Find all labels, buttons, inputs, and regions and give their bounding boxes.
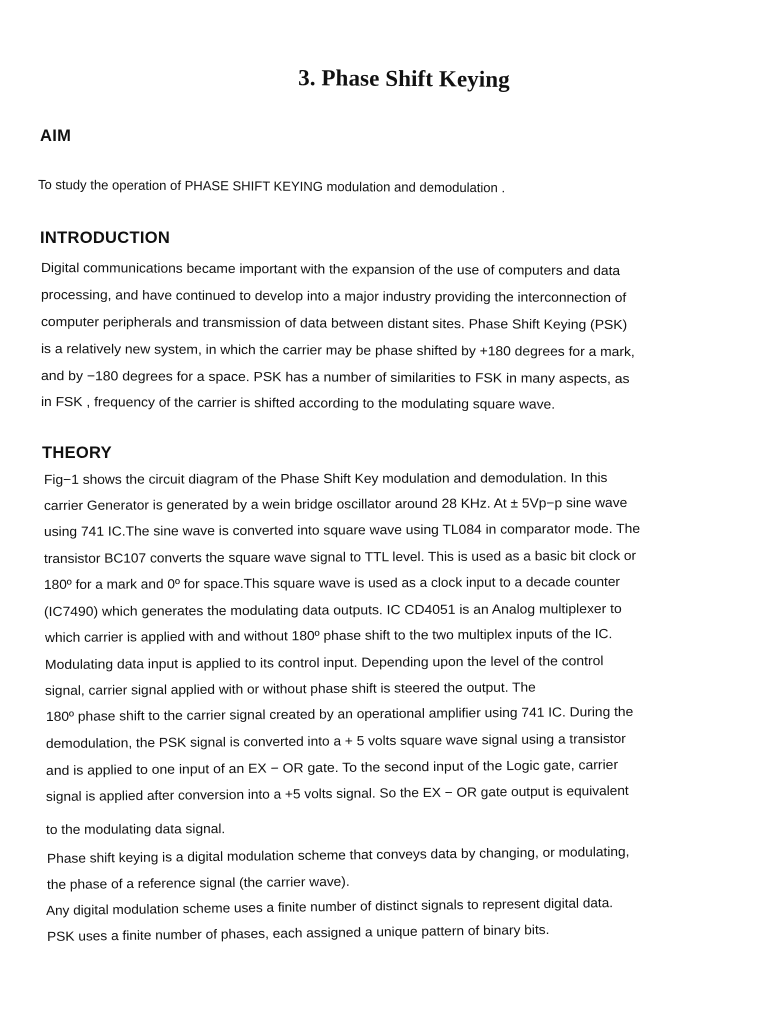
- theory-line: signal, carrier signal applied with or without phase shift is steered the output. The: [44, 679, 536, 698]
- theory-line: the phase of a reference signal (the carrier wave).: [46, 873, 350, 892]
- theory-line: (IC7490) which generates the modulating data outputs. IC CD4051 is an Analog multiplexer to: [43, 600, 622, 619]
- theory-line: signal is applied after conversion into a +5 volts signal. So the EX − OR gate output is equivalent: [45, 782, 629, 804]
- theory-line: transistor BC107 converts the square wave signal to TTL level. This is used as a basic bit clock or: [43, 547, 637, 566]
- theory-line: 180º phase shift to the carrier signal created by an operational amplifier using 741 IC. During the: [45, 703, 634, 724]
- theory-line: using 741 IC.The sine wave is converted into square wave using TL084 in comparator mode. The: [43, 520, 641, 539]
- theory-line: PSK uses a finite number of phases, each assigned a unique pattern of binary bits.: [46, 921, 550, 944]
- theory-line: and is applied to one input of an EX − OR gate. To the second input of the Logic gate, carrier: [45, 757, 619, 778]
- theory-line: Fig−1 shows the circuit diagram of the Phase Shift Key modulation and demodulation. In this: [43, 470, 608, 487]
- theory-line: 180º for a mark and 0º for space.This square wave is used as a clock input to a decade counter: [43, 573, 621, 592]
- theory-line: to the modulating data signal.: [45, 821, 226, 837]
- page-title: 3. Phase Shift Keying: [298, 65, 510, 92]
- introduction-line: is a relatively new system, in which the carrier may be phase shifted by +180 degrees for a mark,: [40, 341, 635, 360]
- theory-line: Phase shift keying is a digital modulation scheme that conveys data by changing, or modulating,: [46, 843, 630, 866]
- theory-line: Any digital modulation scheme uses a finite number of distinct signals to represent digital data.: [45, 895, 614, 918]
- aim-text: To study the operation of PHASE SHIFT KEYING modulation and demodulation .: [37, 177, 506, 196]
- introduction-line: processing, and have continued to develop into a major industry providing the interconnection of: [40, 287, 627, 306]
- theory-line: carrier Generator is generated by a wein bridge oscillator around 28 KHz. At ± 5Vp−p sine wave: [43, 494, 628, 513]
- theory-line: Modulating data input is applied to its control input. Depending upon the level of the control: [44, 653, 604, 672]
- introduction-line: computer peripherals and transmission of data between distant sites. Phase Shift Keying (PSK): [40, 314, 628, 333]
- theory-heading: THEORY: [42, 444, 112, 462]
- introduction-line: and by −180 degrees for a space. PSK has a number of similarities to FSK in many aspects, as: [40, 368, 630, 387]
- theory-line: which carrier is applied with and without 180º phase shift to the two multiplex inputs of the IC.: [44, 626, 613, 645]
- introduction-heading: INTRODUCTION: [40, 229, 171, 247]
- aim-heading: AIM: [40, 127, 72, 145]
- introduction-line: in FSK , frequency of the carrier is shifted according to the modulating square wave.: [40, 394, 556, 412]
- theory-line: demodulation, the PSK signal is converted into a + 5 volts square wave signal using a transistor: [45, 730, 626, 751]
- introduction-line: Digital communications became important with the expansion of the use of computers and data: [40, 260, 621, 279]
